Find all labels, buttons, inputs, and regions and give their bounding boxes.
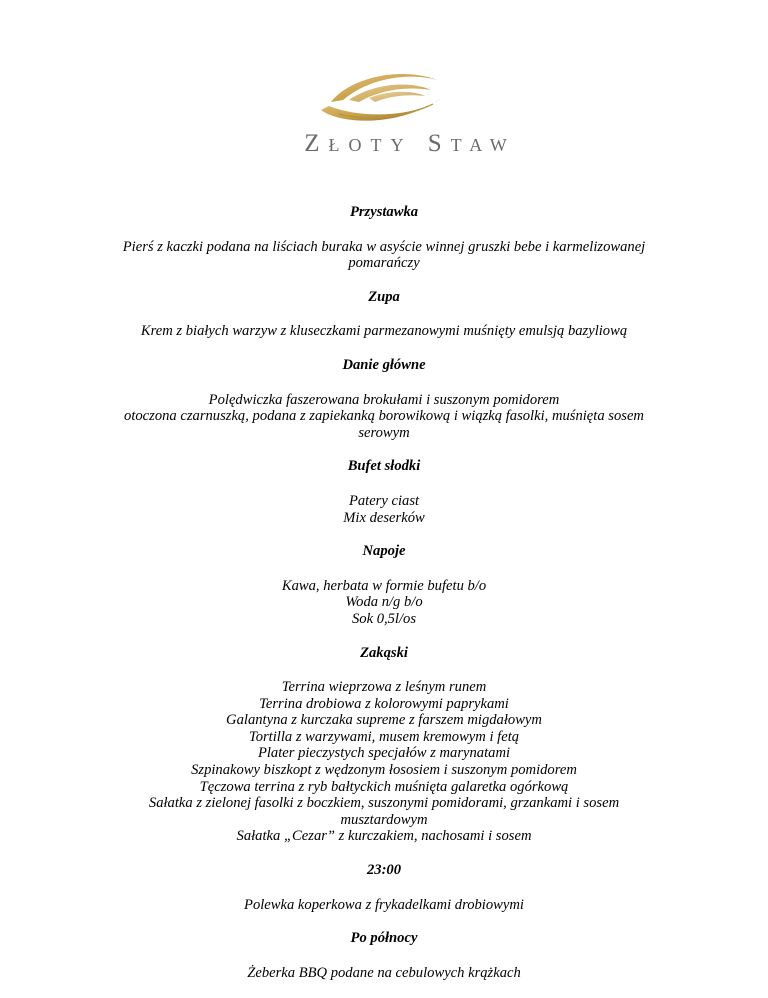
menu-item: pomarańczy	[348, 255, 420, 272]
menu	[0, 204, 768, 998]
section-title: Bufet słodki	[347, 458, 421, 475]
menu-item: Galantyna z kurczaka supreme z farszem migdałowym	[226, 712, 542, 729]
menu-item: Sałatka „Cezar” z kurczakiem, nachosami i sosem	[236, 828, 532, 845]
menu-item: Sałatka z zielonej fasolki z boczkiem, suszonymi pomidorami, grzankami i sosem	[148, 795, 620, 812]
menu-item: Plater pieczystych specjałów z marynatami	[257, 745, 511, 762]
brand-wordmark: Złoty Staw	[304, 130, 516, 157]
menu-section	[0, 543, 768, 627]
section-title: Po północy	[350, 930, 418, 947]
section-title: Zakąski	[360, 644, 408, 661]
menu-section	[0, 645, 768, 846]
menu-item: Woda n/g b/o	[345, 594, 423, 611]
menu-item: otoczona czarnuszką, podana z zapiekanką borowikową i wiązką fasolki, muśnięta sosem	[124, 408, 644, 425]
menu-section	[0, 357, 768, 441]
menu-section	[0, 289, 768, 340]
menu-item: Mix deserków	[343, 509, 425, 526]
menu-item: Krem z białych warzyw z kluseczkami parmezanowymi muśnięty emulsją bazyliową	[140, 323, 628, 340]
menu-item: Terrina wieprzowa z leśnym runem	[281, 679, 487, 696]
brand-logo	[0, 58, 768, 158]
menu-item: Patery ciast	[348, 492, 420, 509]
menu-item: Sok 0,5l/os	[351, 610, 417, 627]
menu-item: Tęczowa terrina z ryb bałtyckich muśnięta galaretka ogórkową	[199, 778, 569, 795]
menu-item: Kawa, herbata w formie bufetu b/o	[281, 577, 487, 594]
section-items	[0, 965, 768, 982]
menu-section	[0, 204, 768, 272]
section-title: Zupa	[368, 288, 400, 305]
section-items	[0, 679, 768, 845]
section-items	[0, 392, 768, 442]
section-items	[0, 493, 768, 526]
menu-section	[0, 930, 768, 981]
menu-item: Polędwiczka faszerowana brokułami i suszonym pomidorem	[208, 391, 560, 408]
menu-section	[0, 458, 768, 526]
menu-item: serowym	[358, 424, 410, 441]
menu-section	[0, 862, 768, 913]
menu-item: Tortilla z warzywami, musem kremowym i fetą	[248, 728, 520, 745]
section-items	[0, 578, 768, 628]
section-title: 23:00	[366, 862, 402, 879]
section-title: Przystawka	[349, 204, 419, 220]
section-title: Napoje	[362, 543, 406, 560]
menu-item: Żeberka BBQ podane na cebulowych krążkach	[247, 964, 521, 981]
golden-swirl-logo-icon	[309, 58, 459, 128]
menu-item: musztardowym	[340, 811, 428, 828]
menu-item: Szpinakowy biszkopt z wędzonym łososiem i suszonym pomidorem	[191, 762, 577, 779]
section-items	[0, 323, 768, 340]
menu-item: Terrina drobiowa z kolorowymi paprykami	[259, 695, 509, 712]
section-title: Danie główne	[342, 356, 426, 373]
menu-item: Polewka koperkowa z frykadelkami drobiowymi	[244, 896, 524, 913]
section-items	[0, 239, 768, 272]
section-items	[0, 897, 768, 914]
menu-item: Pierś z kaczki podana na liściach buraka w asyście winnej gruszki bebe i karmelizowanej	[122, 238, 646, 255]
